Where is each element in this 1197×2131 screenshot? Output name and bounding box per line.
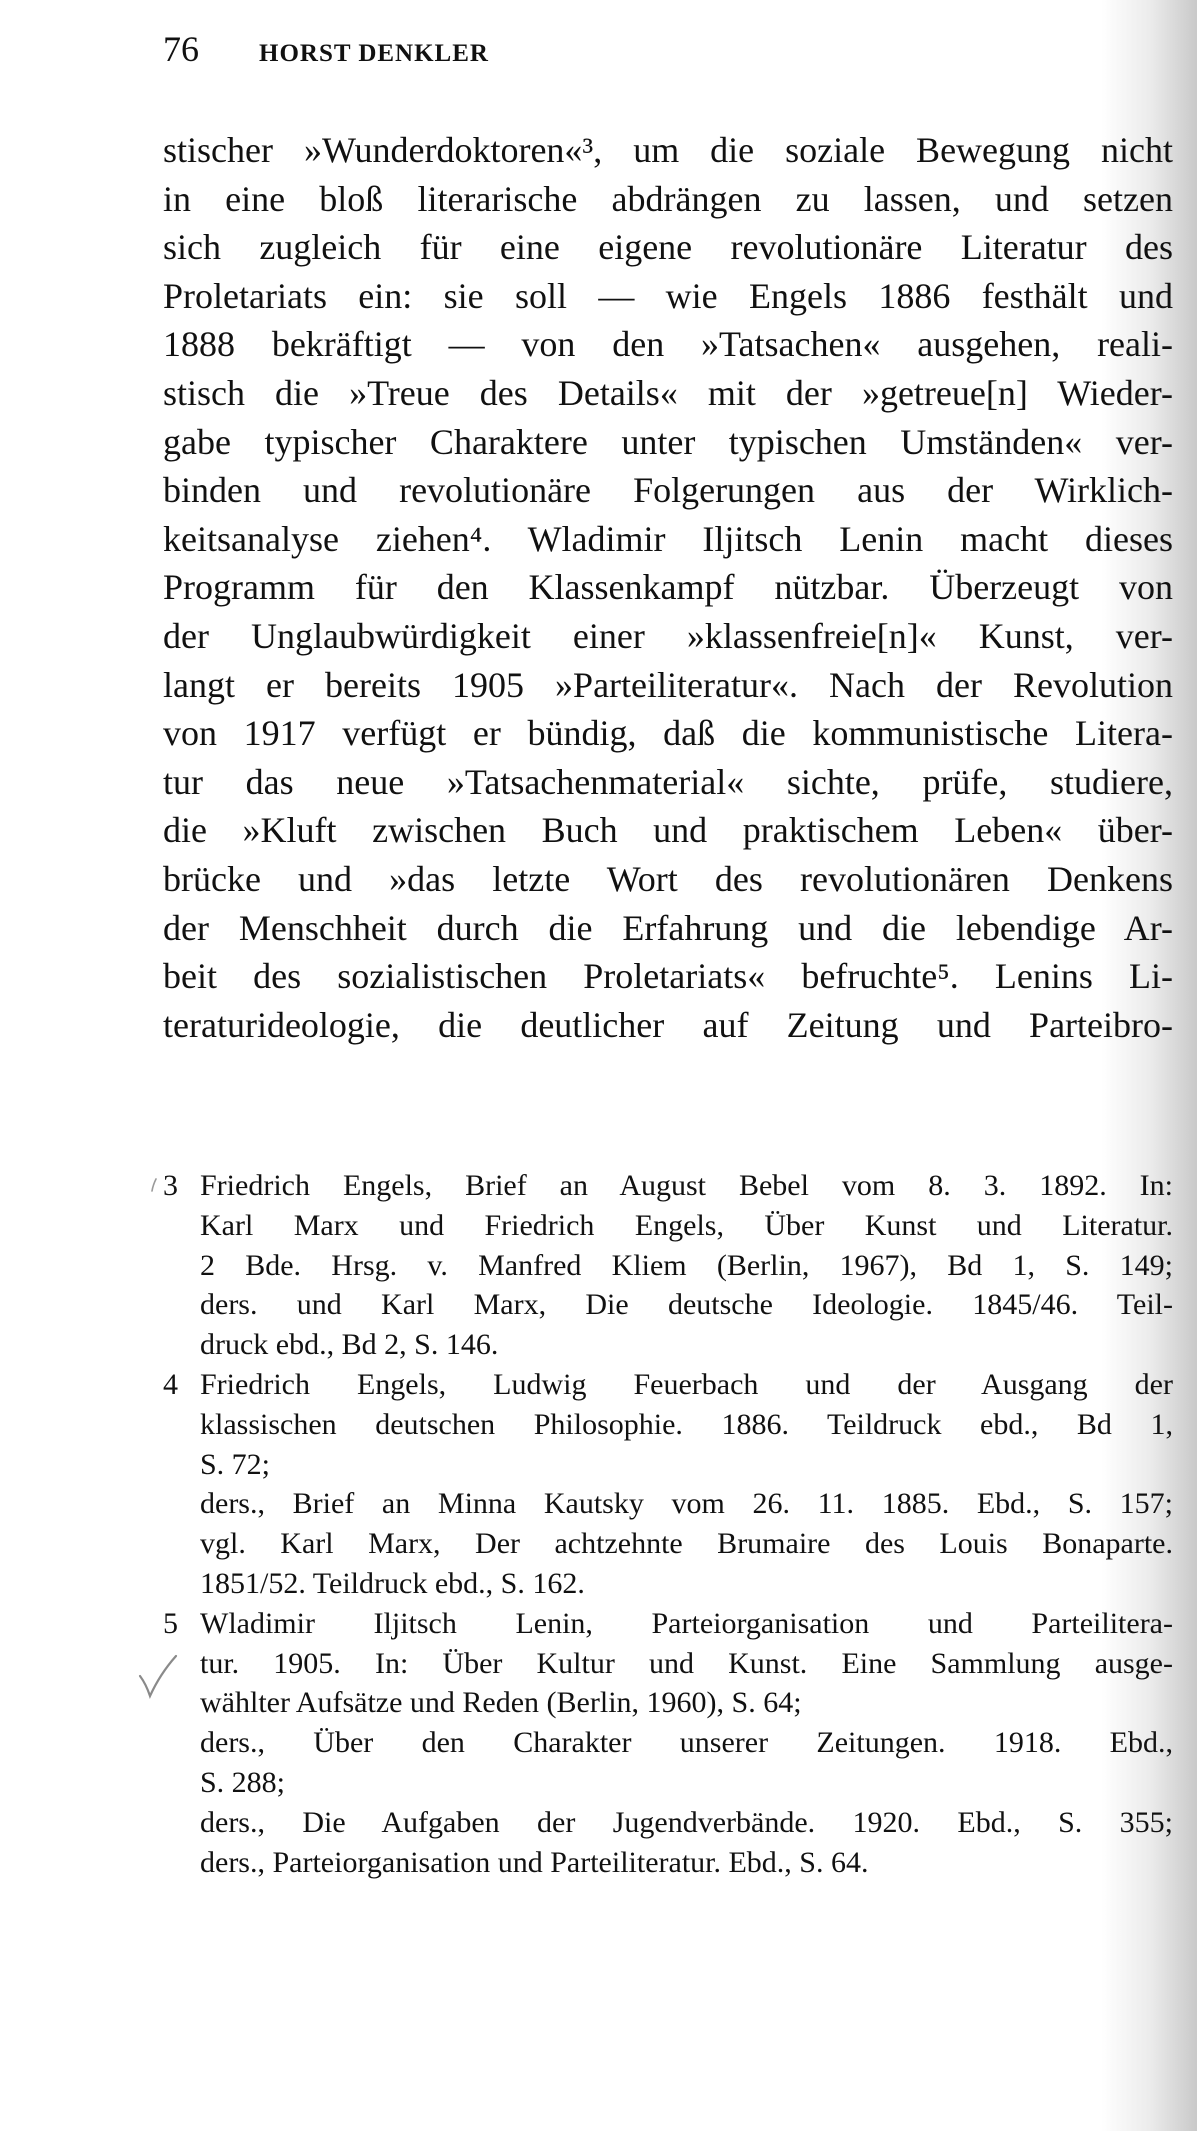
- footnote-number: 3: [163, 1169, 178, 1202]
- body-line: der Menschheit durch die Erfahrung und die lebendige Ar-: [163, 907, 1173, 948]
- body-line: von 1917 verfügt er bündig, daß die kommunistische Litera-: [163, 713, 1173, 754]
- body-line: gabe typischer Charaktere unter typischen Umständen« ver-: [163, 421, 1173, 462]
- body-line: beit des sozialistischen Proletariats« befruchte⁵. Lenins Li-: [163, 956, 1173, 997]
- running-head: HORST DENKLER: [259, 40, 489, 67]
- footnotes: [163, 1166, 1173, 1882]
- footnote-line: ders. und Karl Marx, Die deutsche Ideologie. 1845/46. Teil-: [200, 1288, 1173, 1322]
- body-line: tur das neue »Tatsachenmaterial« sichte, prüfe, studiere,: [163, 761, 1173, 802]
- body-line: binden und revolutionäre Folgerungen aus der Wirklich-: [163, 470, 1173, 511]
- page-number: 76: [163, 29, 199, 69]
- body-line: 1888 bekräftigt — von den »Tatsachen« ausgehen, reali-: [163, 324, 1173, 365]
- body-line: der Unglaubwürdigkeit einer »klassenfreie[n]« Kunst, ver-: [163, 615, 1173, 656]
- body-line: stisch die »Treue des Details« mit der »getreue[n] Wieder-: [163, 372, 1173, 413]
- body-line: teraturideologie, die deutlicher auf Zeitung und Parteibro-: [163, 1004, 1173, 1045]
- page-header: [163, 28, 489, 78]
- body-line: langt er bereits 1905 »Parteiliteratur«. Nach der Revolution: [163, 664, 1173, 705]
- footnote-line: vgl. Karl Marx, Der achtzehnte Brumaire des Louis Bonaparte.: [200, 1527, 1173, 1561]
- body-text: [163, 126, 1173, 1049]
- body-line: brücke und »das letzte Wort des revolutionären Denkens: [163, 858, 1173, 899]
- footnote-line: wählter Aufsätze und Reden (Berlin, 1960), S. 64;: [200, 1686, 802, 1720]
- footnote-line: Friedrich Engels, Brief an August Bebel vom 8. 3. 1892. In:: [200, 1169, 1173, 1202]
- footnote-3: [163, 1166, 1173, 1365]
- pencil-tick: [150, 1178, 158, 1192]
- footnote-line: Karl Marx und Friedrich Engels, Über Kunst und Literatur.: [200, 1208, 1173, 1242]
- footnote-line: ders., Über den Charakter unserer Zeitungen. 1918. Ebd.,: [200, 1726, 1173, 1760]
- body-line: stischer »Wunderdoktoren«³, um die soziale Bewegung nicht: [163, 130, 1173, 170]
- body-line: keitsanalyse ziehen⁴. Wladimir Iljitsch Lenin macht dieses: [163, 518, 1173, 559]
- pencil-checkmark: [138, 1654, 178, 1700]
- footnote-number: 5: [163, 1606, 178, 1640]
- body-line: Proletariats ein: sie soll — wie Engels 1886 festhält und: [163, 275, 1173, 316]
- footnote-line: tur. 1905. In: Über Kultur und Kunst. Eine Sammlung ausge-: [200, 1646, 1173, 1680]
- footnote-line: Wladimir Iljitsch Lenin, Parteiorganisation und Parteilitera-: [200, 1606, 1173, 1640]
- footnote-line: Friedrich Engels, Ludwig Feuerbach und der Ausgang der: [200, 1367, 1173, 1401]
- footnote-line: ders., Die Aufgaben der Jugendverbände. 1920. Ebd., S. 355;: [200, 1805, 1173, 1839]
- footnote-line: ders., Brief an Minna Kautsky vom 26. 11. 1885. Ebd., S. 157;: [200, 1487, 1173, 1521]
- footnote-line: S. 288;: [200, 1765, 286, 1799]
- footnote-line: S. 72;: [200, 1447, 271, 1481]
- footnote-4: [163, 1365, 1173, 1604]
- footnote-line: 1851/52. Teildruck ebd., S. 162.: [200, 1566, 585, 1600]
- body-line: in eine bloß literarische abdrängen zu lassen, und setzen: [163, 178, 1173, 219]
- body-line: sich zugleich für eine eigene revolutionäre Literatur des: [163, 227, 1173, 268]
- body-line: die »Kluft zwischen Buch und praktischem Leben« über-: [163, 810, 1173, 851]
- footnote-line: klassischen deutschen Philosophie. 1886. Teildruck ebd., Bd 1,: [200, 1407, 1173, 1441]
- body-line: Programm für den Klassenkampf nützbar. Überzeugt von: [163, 567, 1173, 608]
- footnote-line: ders., Parteiorganisation und Parteiliteratur. Ebd., S. 64.: [200, 1845, 869, 1879]
- footnote-5: [163, 1604, 1173, 1883]
- footnote-number: 4: [163, 1367, 178, 1401]
- footnote-line: 2 Bde. Hrsg. v. Manfred Kliem (Berlin, 1967), Bd 1, S. 149;: [200, 1248, 1173, 1282]
- footnote-line: druck ebd., Bd 2, S. 146.: [200, 1328, 499, 1362]
